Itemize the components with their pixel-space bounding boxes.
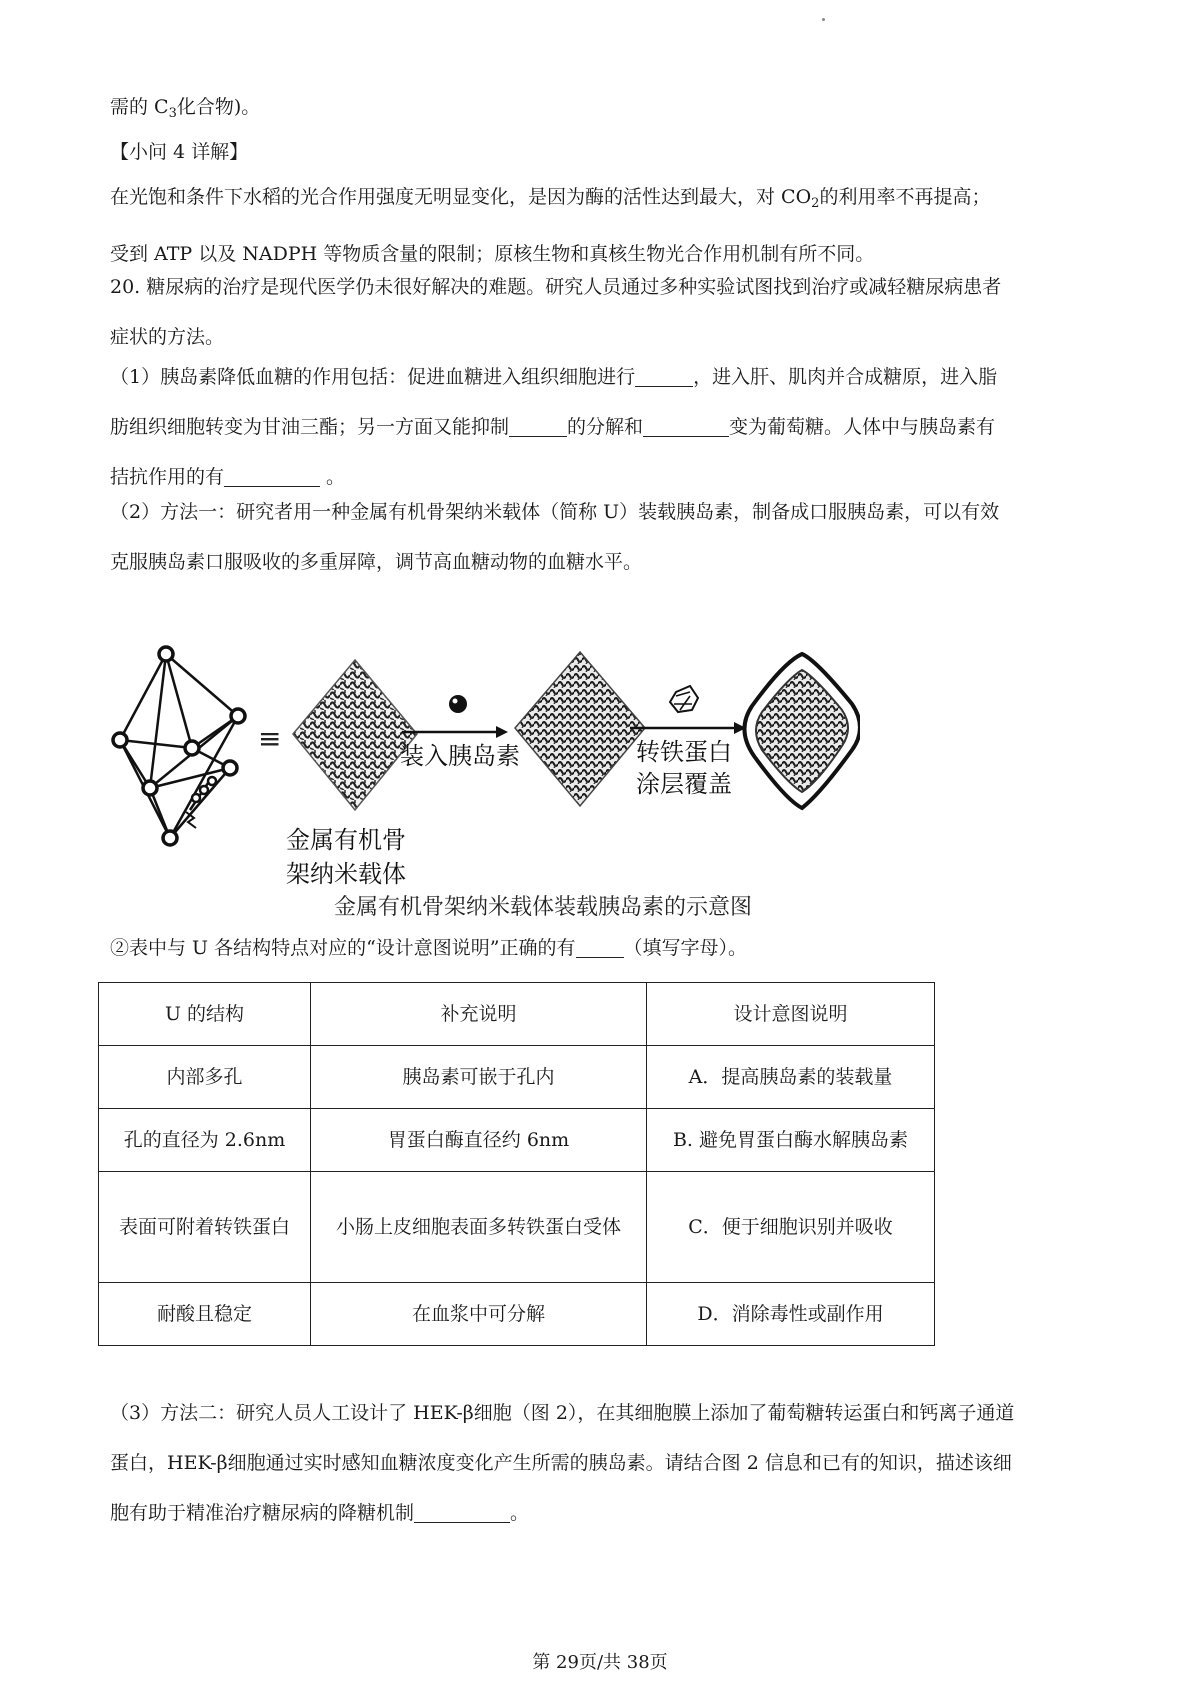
text: 的利用率不再提高； (819, 186, 991, 208)
table-header: 补充说明 (311, 983, 647, 1046)
question-20-part-2 (110, 487, 1100, 587)
carrier-label (286, 826, 414, 888)
text: 变为葡萄糖。人体中与胰岛素有 (729, 416, 996, 438)
nanocarrier-figure (110, 640, 860, 920)
table-cell: 表面可附着转铁蛋白 (99, 1172, 311, 1283)
text: 。 (510, 1502, 530, 1524)
text: 的分解和 (567, 416, 644, 438)
carrier-label-line: 金属有机骨 (286, 826, 406, 854)
text: （3）方法二：研究人员人工设计了 HEK-β细胞（图 2），在其细胞膜上添加了葡萄糖转运蛋白和钙离子通道 (110, 1402, 1015, 1424)
question-20-part-1 (110, 352, 1100, 502)
design-intent-table (98, 982, 935, 1346)
table-row (99, 1046, 935, 1109)
text: 受到 ATP 以及 NADPH 等物质含量的限制；原核生物和真核生物光合作用机制有所不同。 (110, 243, 875, 265)
subscript: 3 (168, 106, 177, 121)
text: （填写字母）。 (623, 937, 748, 959)
load-insulin-label: 装入胰岛素 (400, 742, 520, 770)
text: 化合物)。 (176, 96, 261, 118)
insulin-ball-icon (449, 695, 467, 713)
answer-blank[interactable] (643, 414, 729, 437)
text: 克服胰岛素口服吸收的多重屏障，调节高血糖动物的血糖水平。 (110, 551, 643, 573)
text: ②表中与 U 各结构特点对应的“设计意图说明”正确的有 (110, 937, 576, 959)
table-cell: D．消除毒性或副作用 (647, 1283, 935, 1346)
section-heading (110, 127, 1100, 177)
coating-label-line: 转铁蛋白 (636, 738, 732, 766)
text: ，进入肝、肌肉并合成糖原，进入脂 (693, 366, 998, 388)
octahedron-structure-icon (113, 647, 245, 845)
table-cell: A．提高胰岛素的装载量 (647, 1046, 935, 1109)
text: 肪组织细胞转变为甘油三酯；另一方面又能抑制 (110, 416, 510, 438)
table-cell: 小肠上皮细胞表面多转铁蛋白受体 (311, 1172, 647, 1283)
transferrin-icon (670, 686, 698, 712)
table-cell: 内部多孔 (99, 1046, 311, 1109)
text: 需的 C (110, 96, 169, 118)
table-header: U 的结构 (99, 983, 311, 1046)
answer-blank[interactable] (224, 464, 320, 487)
answer-blank[interactable] (576, 935, 624, 958)
table-row (99, 1283, 935, 1346)
table-row (99, 1109, 935, 1172)
text: 蛋白，HEK-β细胞通过实时感知血糖浓度变化产生所需的胰岛素。请结合图 2 信息和已有的知识，描述该细 (110, 1452, 1012, 1474)
table-cell: 耐酸且稳定 (99, 1283, 311, 1346)
coating-label (636, 738, 740, 798)
table-row (99, 1172, 935, 1283)
text: 在光饱和条件下水稻的光合作用强度无明显变化，是因为酶的活性达到最大，对 CO (110, 186, 812, 208)
table-header: 设计意图说明 (647, 983, 935, 1046)
answer-blank[interactable] (414, 1500, 510, 1523)
subscript: 2 (811, 196, 820, 211)
text: （2）方法一：研究者用一种金属有机骨架纳米载体（简称 U）装载胰岛素，制备成口服胰岛素，可以有效 (110, 501, 1000, 523)
coating-label-line: 涂层覆盖 (636, 770, 732, 798)
question-20 (110, 262, 1100, 362)
text: 症状的方法。 (110, 326, 225, 348)
arrow-right-icon (630, 722, 746, 734)
empty-carrier-diamond (293, 660, 417, 810)
question-20-part-3 (110, 1388, 1100, 1538)
text: 胞有助于精准治疗糖尿病的降糖机制 (110, 1502, 415, 1524)
table-cell: B. 避免胃蛋白酶水解胰岛素 (647, 1109, 935, 1172)
table-header-row (99, 983, 935, 1046)
heading-text: 【小问 4 详解】 (110, 141, 249, 163)
answer-blank[interactable] (509, 414, 567, 437)
page-footer: 第 29页/共 38页 (532, 1652, 668, 1673)
loaded-carrier-diamond (515, 652, 645, 806)
arrow-right-icon (402, 726, 508, 738)
question-20-part-2b (110, 928, 1100, 968)
scan-dot (822, 18, 825, 21)
text: 拮抗作用的有 (110, 466, 225, 488)
coated-carrier (744, 654, 860, 808)
equivalent-symbol: ≡ (258, 722, 282, 755)
table-cell: 胰岛素可嵌于孔内 (311, 1046, 647, 1109)
text: 。 (320, 466, 346, 488)
insulin-highlight (453, 699, 458, 704)
table-cell: 孔的直径为 2.6nm (99, 1109, 311, 1172)
table-cell: C．便于细胞识别并吸收 (647, 1172, 935, 1283)
carrier-label-line: 架纳米载体 (286, 860, 406, 888)
answer-blank[interactable] (635, 364, 693, 387)
table-cell: 在血浆中可分解 (311, 1283, 647, 1346)
figure-caption: 金属有机骨架纳米载体装载胰岛素的示意图 (334, 895, 753, 920)
text: 20. 糖尿病的治疗是现代医学仍未很好解决的难题。研究人员通过多种实验试图找到治疗或减轻糖尿病患者 (110, 276, 1002, 298)
text: （1）胰岛素降低血糖的作用包括：促进血糖进入组织细胞进行 (110, 366, 636, 388)
table-cell: 胃蛋白酶直径约 6nm (311, 1109, 647, 1172)
